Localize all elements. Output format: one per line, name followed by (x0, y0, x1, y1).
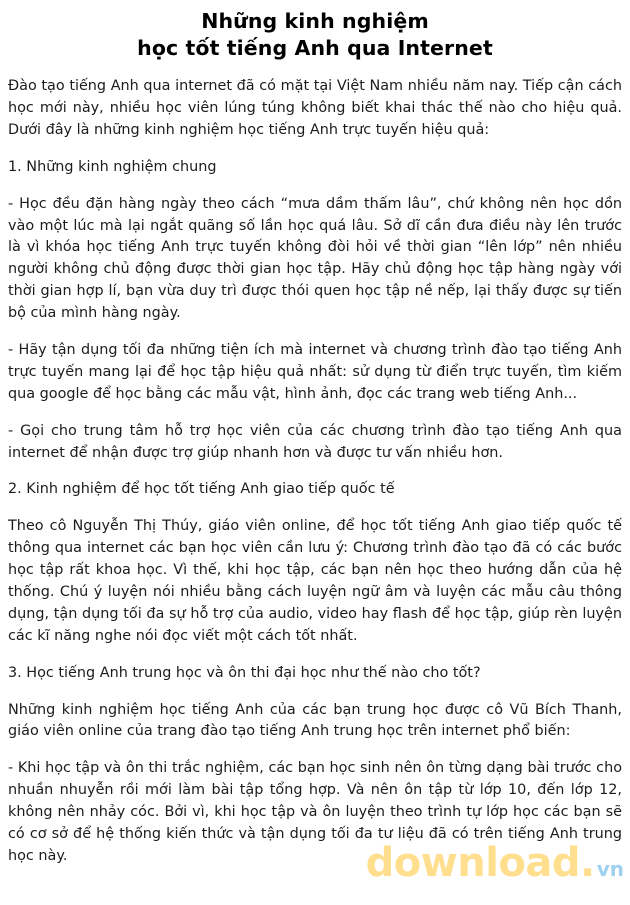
watermark-dot: . (580, 840, 595, 886)
paragraph-section-2-body: Theo cô Nguyễn Thị Thúy, giáo viên online, để học tốt tiếng Anh giao tiếp quốc tế thông qua internet các bạn học viên cần lưu ý: Chương trình đào tạo đã có các bước học tập rất khoa học. Vì thế, khi học tập, các bạn nên học theo hướng dẫn của hệ thống. Chú ý luyện nói nhiều bằng cách luyện ngữ âm và luyện các mẫu câu thông dụng, tận dụng tối đa sự hỗ trợ của audio, video hay flash để học tập, giúp rèn luyện các kĩ năng nghe nói đọc viết một cách tốt nhất. (8, 518, 622, 644)
page-title-line-2: học tốt tiếng Anh qua Internet (137, 36, 493, 61)
paragraph-section-3-body: - Khi học tập và ôn thi trắc nghiệm, các bạn học sinh nên ôn từng dạng bài trước cho nhuần nhuyễn rồi mới làm bài tập tổng hợp. Và nên ôn tập từ lớp 10, đến lớp 12, không nên nhảy cóc. Bởi vì, khi học tập và ôn luyện theo trình tự lớp học các bạn sẽ có cơ sở để hệ thống kiến thức và tận dụng tối đa tư liệu đã có trên tiếng Anh trung học này. (8, 760, 622, 864)
paragraph-tip-3: - Gọi cho trung tâm hỗ trợ học viên của các chương trình đào tạo tiếng Anh qua internet để nhận được trợ giúp nhanh hơn và được tư vấn nhiều hơn. (8, 422, 622, 461)
paragraph-tip-1: - Học đều đặn hàng ngày theo cách “mưa dầm thấm lâu”, chứ không nên học dồn vào một lúc mà lại ngắt quãng số lần học quá lâu. Sở dĩ cần đưa điều này lên trước là vì khóa học tiếng Anh trực tuyến không đòi hỏi về thời gian “lên lớp” nên nhiều người không chủ động được thời gian học tập. Hãy chủ động học tập hàng ngày với thời gian hợp lí, bạn vừa duy trì được thói quen học tập nề nếp, lại thấy được sự tiến bộ của mình hàng ngày. (8, 195, 622, 322)
watermark-main-text: download (365, 840, 581, 886)
paragraph-tip-2: - Hãy tận dụng tối đa những tiện ích mà internet và chương trình đào tạo tiếng Anh trực tuyến mang lại để học tập hiệu quả nhất: sử dụng từ điển trực tuyến, tìm kiếm qua google để học bằng các mẫu vật, hình ảnh, đọc các trang web tiếng Anh... (8, 342, 622, 402)
section-heading-2: 2. Kinh nghiệm để học tốt tiếng Anh giao tiếp quốc tế (8, 481, 395, 498)
watermark-suffix: vn (596, 857, 624, 881)
page-title-line-1: Những kinh nghiệm (201, 9, 429, 33)
page-title (8, 8, 622, 62)
paragraph-intro: Đào tạo tiếng Anh qua internet đã có mặt tại Việt Nam nhiều năm nay. Tiếp cận cách học mới này, nhiều học viên lúng túng không biết khai thác thế nào cho hiệu quả. Dưới đây là những kinh nghiệm học tiếng Anh trực tuyến hiệu quả: (8, 78, 622, 138)
paragraph-section-3-intro: Những kinh nghiệm học tiếng Anh của các bạn trung học được cô Vũ Bích Thanh, giáo viên online của trang đào tạo tiếng Anh trung học trên internet phổ biến: (8, 701, 622, 740)
section-heading-3: 3. Học tiếng Anh trung học và ôn thi đại học như thế nào cho tốt? (8, 664, 481, 681)
section-heading-1: 1. Những kinh nghiệm chung (8, 158, 217, 175)
